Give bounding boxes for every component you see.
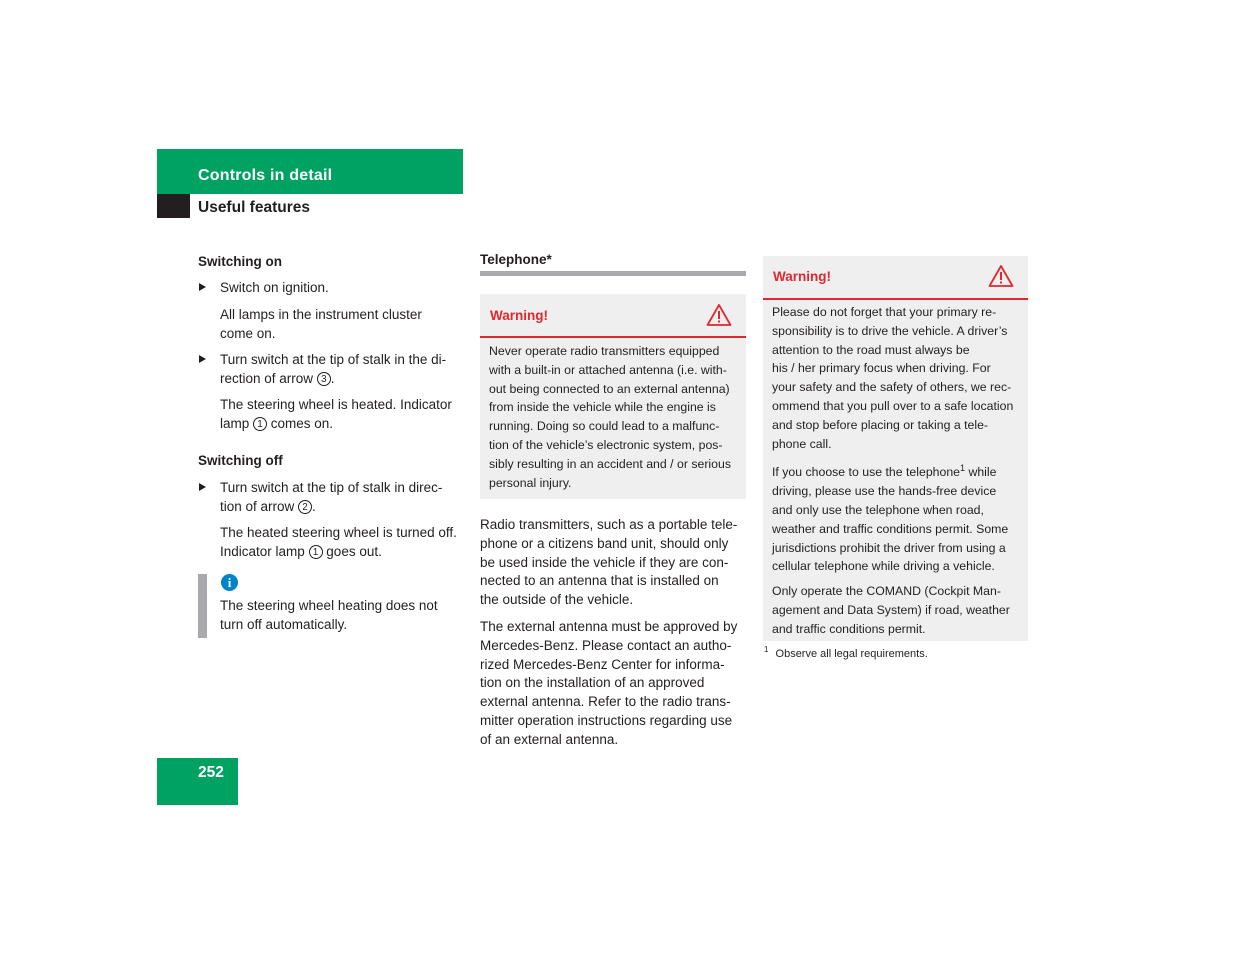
info-note: The steering wheel heating does not turn off automatically. <box>220 598 438 632</box>
info-icon: i <box>221 574 238 591</box>
lamp-number-badge: 1 <box>309 545 323 559</box>
warning-text: Never operate radio transmitters equipped with a built-in or attached antenna (i.e. with- out being connected to an external antenna) from inside the vehicle while the engine is running. Doing so could lead to a malfunc- tion of the vehicle’s electronic system, pos- sibly resulting in an accident and / or serious personal injury. <box>489 344 731 490</box>
info-note-bar <box>198 574 207 638</box>
footnote <box>764 645 928 660</box>
footnote-marker: 1 <box>764 645 769 654</box>
warning-header <box>763 256 1028 300</box>
lamp-number-badge: 1 <box>253 417 267 431</box>
bullet-arrow-icon <box>199 355 206 363</box>
header-marker <box>157 194 190 218</box>
section-title: Controls in detail <box>198 167 333 184</box>
bullet-arrow-icon <box>199 483 206 491</box>
page-number: 252 <box>198 764 224 781</box>
list-item: Turn switch at the tip of stalk in direc- tion of arrow 2 . <box>198 478 468 516</box>
page-number-box <box>157 758 238 805</box>
paragraph: If you choose to use the telephone$^1$ while driving, please use the hands-free device and only use the telephone when road, weather and traffic conditions permit. Some jurisdictions prohibit the driver from using a cellular telephone while driving a vehicle. <box>772 463 1009 574</box>
arrow-number-badge: 3 <box>317 372 331 386</box>
left-column <box>198 252 468 561</box>
paragraph: The external antenna must be approved by Mercedes-Benz. Please contact an autho- rized Mercedes-Benz Center for informa- tion on the installation of an approved external antenna. Refer to the radio trans- mitter operation instructions regarding use of an external antenna. <box>480 618 738 747</box>
bullet-arrow-icon <box>199 283 206 291</box>
switching-on-heading: Switching on <box>198 254 282 269</box>
warning-text <box>763 300 1028 639</box>
telephone-heading: Telephone* <box>480 252 552 267</box>
step-result: All lamps in the instrument cluster come on. <box>220 307 422 341</box>
telephone-body <box>480 516 755 750</box>
step-result: The heated steering wheel is turned off. Indicator lamp 1 goes out. <box>220 525 457 559</box>
warning-box <box>480 294 746 499</box>
warning-triangle-icon <box>706 303 732 327</box>
paragraph: Only operate the COMAND (Cockpit Man- agement and Data System) if road, weather and traffic conditions permit. <box>772 584 1010 636</box>
warning-triangle-icon <box>988 264 1014 288</box>
list-item: Switch on ignition. <box>198 278 468 297</box>
heading-rule <box>480 271 746 276</box>
footnote-ref: 1 <box>960 463 966 474</box>
warning-title: Warning! <box>490 308 548 323</box>
paragraph: Please do not forget that your primary re- sponsibility is to drive the vehicle. A driver’s attention to the road must always be his / her primary focus when driving. For your safety and the safety of others, we rec- ommend that you pull over to a safe location and stop before placing or taking a tele- phone call. <box>772 305 1014 451</box>
step-result: The steering wheel is heated. Indicator lamp 1 comes on. <box>220 397 452 431</box>
subsection-title: Useful features <box>198 199 310 216</box>
list-item: Turn switch at the tip of stalk in the di- rection of arrow 3 . <box>198 350 468 388</box>
switching-off-heading: Switching off <box>198 453 283 468</box>
warning-title: Warning! <box>773 269 831 284</box>
footnote-text: Observe all legal requirements. <box>775 647 928 660</box>
arrow-number-badge: 2 <box>298 500 312 514</box>
warning-box <box>763 256 1028 641</box>
paragraph: Radio transmitters, such as a portable tele- phone or a citizens band unit, should only be used inside the vehicle if they are con- nected to an antenna that is installed on the outside of the vehicle. <box>480 517 738 608</box>
warning-header <box>480 294 746 338</box>
